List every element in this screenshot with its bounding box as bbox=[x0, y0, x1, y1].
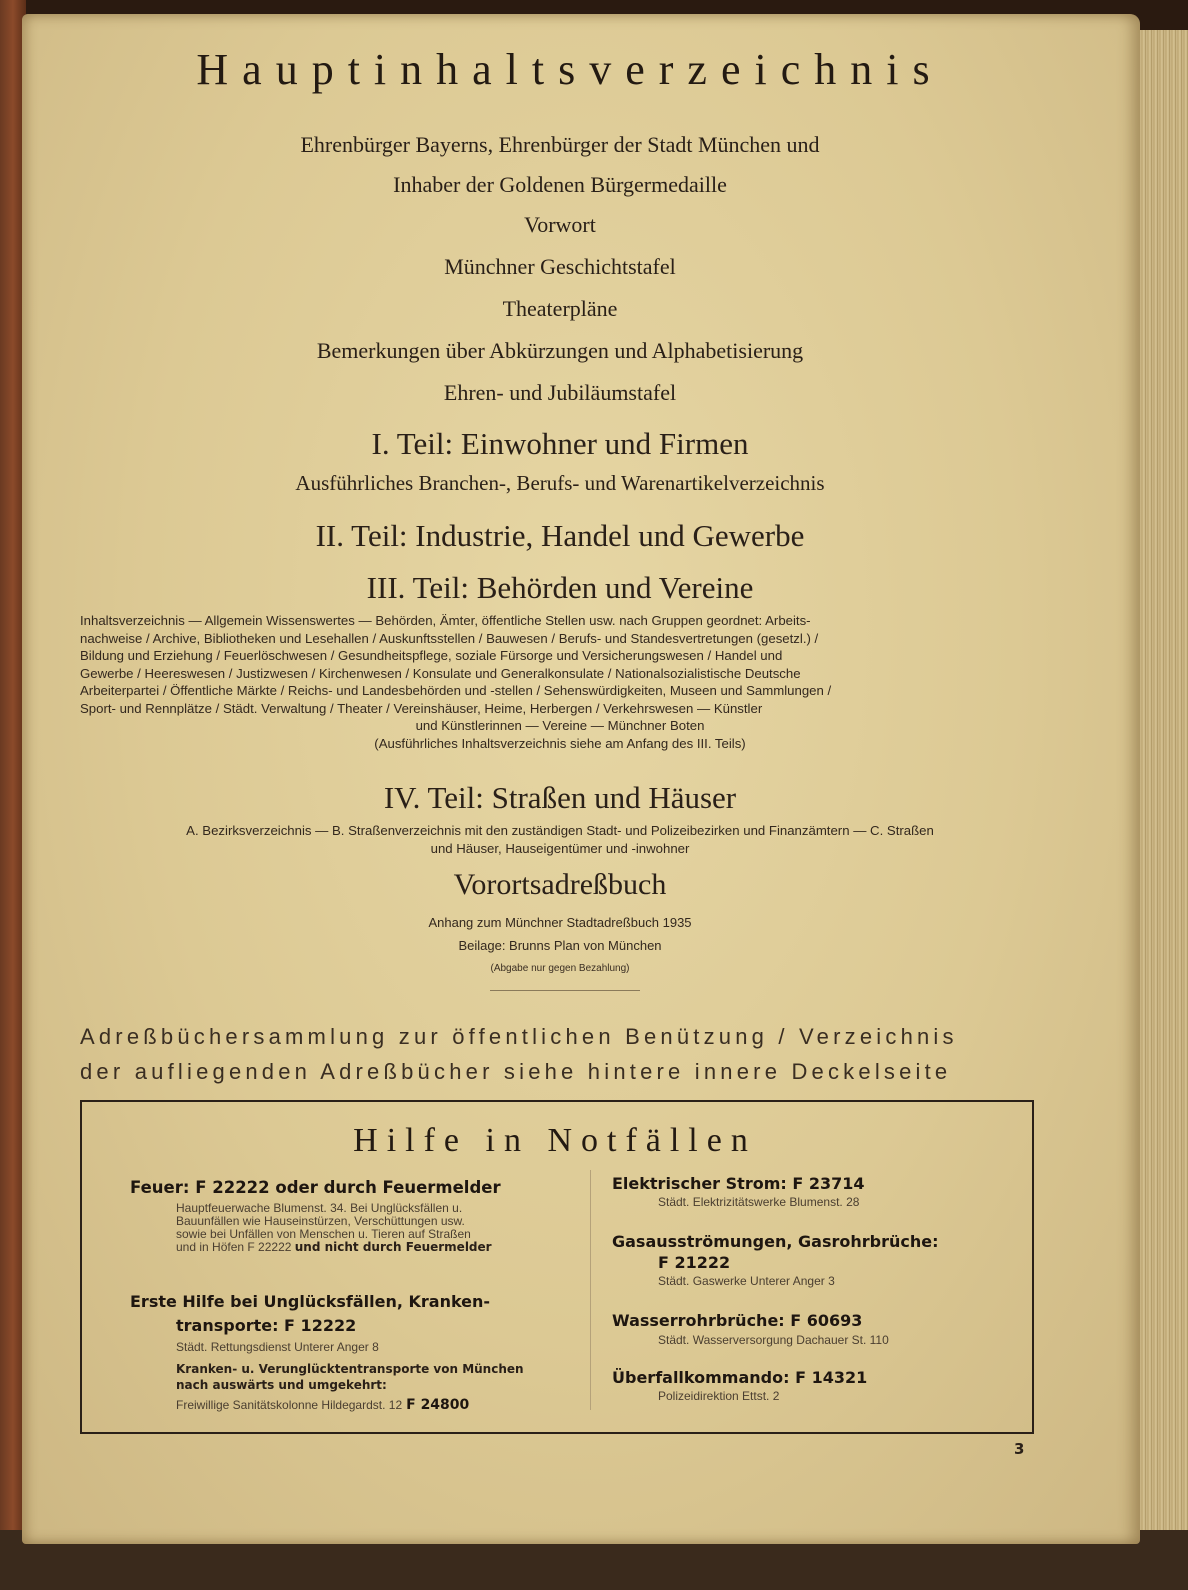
feuer-line: Hauptfeuerwache Blumenst. 34. Bei Unglücksfällen u. bbox=[176, 1201, 463, 1215]
feuer-line: sowie bei Unfällen von Menschen u. Tieren auf Straßen bbox=[176, 1227, 471, 1241]
feuer-line: und in Höfen F 22222 bbox=[176, 1240, 292, 1254]
sammlung-line2: der aufliegenden Adreßbücher siehe hintere innere Deckelseite bbox=[80, 1059, 952, 1084]
erste-hilfe-heading1: Erste Hilfe bei Unglücksfällen, Kranken- bbox=[130, 1292, 491, 1311]
page-number: 3 bbox=[1014, 1440, 1025, 1458]
feuer-heading: Feuer: F 22222 oder durch Feuermelder bbox=[130, 1178, 501, 1197]
part-3-heading: III. Teil: Behörden und Vereine bbox=[366, 570, 754, 605]
part-3-line: Gewerbe / Heereswesen / Justizwesen / Kirchenwesen / Konsulate und Generalkonsulate / Nationalsozialistische Deutsche bbox=[80, 665, 801, 681]
wasser-heading: Wasserrohrbrüche: F 60693 bbox=[612, 1311, 863, 1330]
part-4-line2: und Häuser, Hauseigentümer und -inwohner bbox=[430, 841, 690, 856]
part-4-heading: IV. Teil: Straßen und Häuser bbox=[383, 780, 737, 815]
vororts-anhang: Anhang zum Münchner Stadtadreßbuch 1935 bbox=[428, 915, 692, 930]
emergency-column-divider bbox=[590, 1170, 591, 1410]
toc-ehrenbuerger-line2: Inhaber der Goldenen Bürgermedaille bbox=[393, 172, 727, 197]
part-2-heading: II. Teil: Industrie, Handel und Gewerbe bbox=[315, 518, 805, 553]
ueberfall-sub: Polizeidirektion Ettst. 2 bbox=[658, 1389, 780, 1403]
emergency-title: Hilfe in Notfällen bbox=[353, 1122, 757, 1159]
toc-vorwort: Vorwort bbox=[524, 212, 596, 237]
feuer-line: Bauunfällen wie Hauseinstürzen, Verschüttungen usw. bbox=[176, 1214, 465, 1228]
part-3-line: Arbeiterpartei / Öffentliche Märkte / Reichs- und Landesbehörden und -stellen / Sehenswürdigkeiten, Museen und Sammlungen / bbox=[80, 683, 832, 698]
toc-ehrenbuerger-line1: Ehrenbürger Bayerns, Ehrenbürger der Stadt München und bbox=[300, 132, 820, 157]
toc-ehrentafel: Ehren- und Jubiläumstafel bbox=[443, 380, 677, 405]
vororts-abgabe: (Abgabe nur gegen Bezahlung) bbox=[490, 963, 630, 974]
part-3-line: Inhaltsverzeichnis — Allgemein Wissenswertes — Behörden, Ämter, öffentliche Stellen usw. nach Gruppen geordnet: Arbeits- bbox=[80, 613, 811, 628]
strom-heading: Elektrischer Strom: F 23714 bbox=[612, 1174, 865, 1193]
part-3-line: nachweise / Archive, Bibliotheken und Lesehallen / Auskunftsstellen / Bauwesen / Berufs- und Standesvertretungen (gesetzl.) / bbox=[80, 630, 819, 646]
wasser-sub: Städt. Wasserversorgung Dachauer St. 110 bbox=[658, 1333, 889, 1347]
toc-bemerkungen: Bemerkungen über Abkürzungen und Alphabetisierung bbox=[316, 338, 804, 363]
page-title: Hauptinhaltsverzeichnis bbox=[196, 45, 944, 94]
toc-theaterplaene: Theaterpläne bbox=[502, 296, 618, 321]
erste-hilfe-extra2: nach auswärts und umgekehrt: bbox=[176, 1378, 387, 1392]
part-3-line: Sport- und Rennplätze / Städt. Verwaltung / Theater / Vereinshäuser, Heime, Herbergen / Verkehrswesen — Künstler bbox=[80, 700, 763, 716]
part-3-line: Bildung und Erziehung / Feuerlöschwesen / Gesundheitspflege, soziale Fürsorge und Versicherungswesen / Handel und bbox=[80, 648, 783, 663]
erste-hilfe-extra3-row bbox=[176, 1396, 469, 1414]
erste-hilfe-extra3-number: F 24800 bbox=[406, 1397, 470, 1413]
vororts-beilage: Beilage: Brunns Plan von München bbox=[458, 938, 662, 953]
strom-sub: Städt. Elektrizitätswerke Blumenst. 28 bbox=[658, 1195, 860, 1209]
erste-hilfe-extra3: Freiwillige Sanitätskolonne Hildegardst. 12 bbox=[176, 1398, 403, 1412]
gas-sub: Städt. Gaswerke Unterer Anger 3 bbox=[658, 1274, 835, 1288]
feuer-line-last bbox=[176, 1241, 492, 1254]
part-3-line-center: und Künstlerinnen — Vereine — Münchner Boten bbox=[415, 718, 705, 733]
part-1-heading: I. Teil: Einwohner und Firmen bbox=[371, 426, 749, 461]
part-3-note: (Ausführliches Inhaltsverzeichnis siehe am Anfang des III. Teils) bbox=[374, 735, 746, 751]
toc-geschichtstafel: Münchner Geschichtstafel bbox=[444, 254, 676, 279]
divider-rule bbox=[490, 990, 640, 991]
erste-hilfe-heading2: transporte: F 12222 bbox=[176, 1316, 357, 1335]
gas-heading2: F 21222 bbox=[658, 1253, 731, 1272]
ueberfall-heading: Überfallkommando: F 14321 bbox=[612, 1368, 868, 1387]
erste-hilfe-extra1: Kranken- u. Verunglücktentransporte von München bbox=[176, 1362, 524, 1376]
feuer-line-bold: und nicht durch Feuermelder bbox=[294, 1240, 492, 1254]
feuer-details bbox=[176, 1202, 492, 1254]
sammlung-line1: Adreßbüchersammlung zur öffentlichen Benützung / Verzeichnis bbox=[80, 1024, 958, 1049]
erste-hilfe-sub: Städt. Rettungsdienst Unterer Anger 8 bbox=[176, 1340, 379, 1354]
part-1-subtitle: Ausführliches Branchen-, Berufs- und Warenartikelverzeichnis bbox=[295, 471, 825, 495]
part-3-contents bbox=[80, 612, 1040, 752]
part-4-line1: A. Bezirksverzeichnis — B. Straßenverzeichnis mit den zuständigen Stadt- und Polizeibezirken und Finanzämtern — C. Straßen bbox=[186, 823, 934, 838]
vororts-heading: Vorortsadreßbuch bbox=[453, 868, 667, 901]
gas-heading1: Gasausströmungen, Gasrohrbrüche: bbox=[612, 1232, 939, 1251]
